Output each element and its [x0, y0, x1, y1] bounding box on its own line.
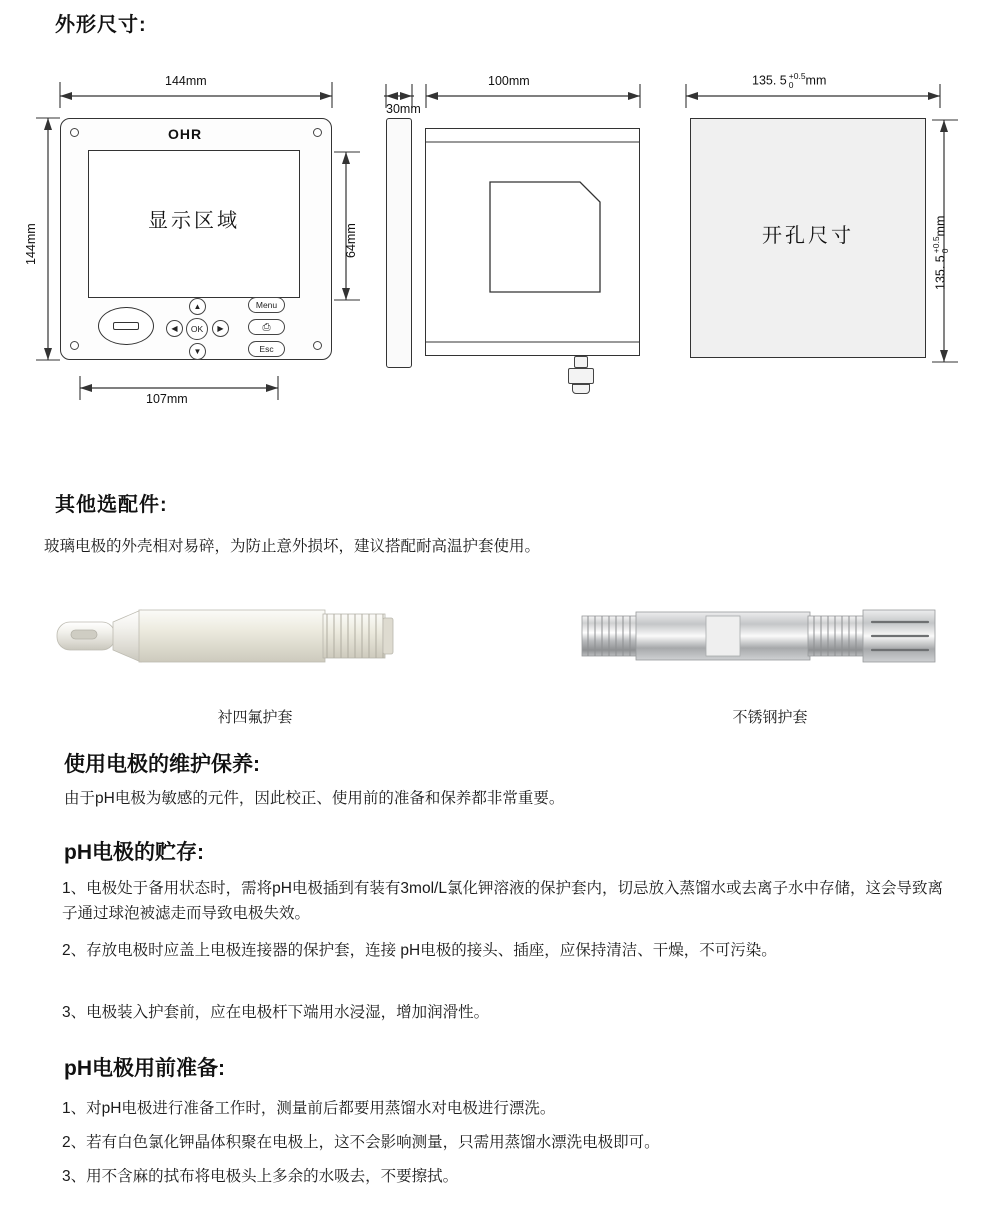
panel-screw-br [313, 341, 322, 350]
key-menu[interactable]: Menu [248, 297, 285, 313]
cutout-width-value: 135. 5 [752, 73, 787, 88]
cable-gland-neck [574, 356, 588, 368]
key-ok[interactable]: OK [186, 318, 208, 340]
heading-accessories: 其他选配件: [55, 494, 168, 516]
storage-item-2: 3、电极装入护套前，应在电极杆下端用水浸湿，增加润滑性。 [62, 1004, 490, 1021]
cutout-label: 开孔尺寸 [762, 225, 854, 247]
ptfe-sleeve-image [55, 588, 455, 698]
panel-screw-bl [70, 341, 79, 350]
side-depth-dimension [418, 68, 658, 108]
screen-height-label: 64mm [344, 223, 358, 258]
dimension-drawings [0, 40, 990, 440]
stainless-sleeve-image [580, 592, 950, 692]
print-icon[interactable]: ⎙ [248, 319, 285, 335]
knob-slot-icon [113, 322, 139, 330]
heading-dimensions: 外形尺寸: [55, 14, 147, 36]
key-up[interactable]: ▲ [189, 298, 206, 315]
cable-gland-body [568, 368, 594, 384]
side-inner-cut [488, 180, 608, 300]
prep-item-2: 3、用不含麻的拭布将电极头上多余的水吸去，不要擦拭。 [62, 1168, 459, 1185]
cutout-height-label [932, 216, 950, 290]
cutout-width-label [752, 72, 826, 90]
cutout-width-tol-lower: 0 [788, 80, 794, 90]
cable-gland-tip [572, 384, 590, 394]
heading-maintenance: 使用电极的维护保养: [64, 753, 260, 776]
display-area-label: 显示区域 [148, 210, 240, 232]
cutout-height-tol-upper: +0.5 [931, 236, 941, 254]
accessory-caption-1: 不锈钢护套 [732, 709, 808, 726]
brand-logo: OHR [168, 126, 203, 142]
display-area [88, 150, 300, 298]
panel-screw-tl [70, 128, 79, 137]
side-flange [386, 118, 412, 368]
key-left[interactable]: ◀ [166, 320, 183, 337]
side-flange-label: 30mm [386, 102, 421, 116]
front-bottom-label: 107mm [146, 392, 188, 406]
prep-item-1: 2、若有白色氯化钾晶体积聚在电极上，这不会影响测量，只需用蒸馏水漂洗电极即可。 [62, 1134, 660, 1151]
storage-item-0: 1、电极处于备用状态时，需将pH电极插到有装有3mol/L氯化钾溶液的保护套内，切忌放入蒸馏水或去离子水中存储，这会导致离子通过球泡被滤走而导致电极失效。 [62, 880, 943, 922]
heading-storage: pH电极的贮存: [64, 841, 204, 864]
front-bottom-dimension [70, 370, 330, 406]
cutout-width-unit: mm [805, 73, 827, 88]
key-right[interactable]: ▶ [212, 320, 229, 337]
maintenance-description: 由于pH电极为敏感的元件，因此校正、使用前的准备和保养都非常重要。 [64, 790, 565, 807]
prep-item-0: 1、对pH电极进行准备工作时，测量前后都要用蒸馏水对电极进行漂洗。 [62, 1100, 556, 1117]
panel-screw-tr [313, 128, 322, 137]
front-width-label: 144mm [165, 74, 207, 88]
front-height-label: 144mm [24, 223, 38, 265]
cutout-height-unit: mm [933, 215, 948, 237]
storage-item-1: 2、存放电极时应盖上电极连接器的保护套，连接 pH电极的接头、插座，应保持清洁、干燥，不可污染。 [62, 942, 777, 959]
heading-preparation: pH电极用前准备: [64, 1057, 225, 1080]
cutout-height-value: 135. 5 [933, 255, 948, 290]
cutout-width-tol-upper: +0.5 [788, 71, 806, 81]
key-esc[interactable]: Esc [248, 341, 285, 357]
cutout-rect [690, 118, 926, 358]
side-depth-label: 100mm [488, 74, 530, 88]
cutout-height-tol-lower: 0 [940, 248, 950, 254]
key-down[interactable]: ▼ [189, 343, 206, 360]
accessory-caption-0: 衬四氟护套 [217, 709, 293, 726]
accessories-description: 玻璃电极的外壳相对易碎，为防止意外损坏，建议搭配耐高温护套使用。 [44, 538, 541, 555]
